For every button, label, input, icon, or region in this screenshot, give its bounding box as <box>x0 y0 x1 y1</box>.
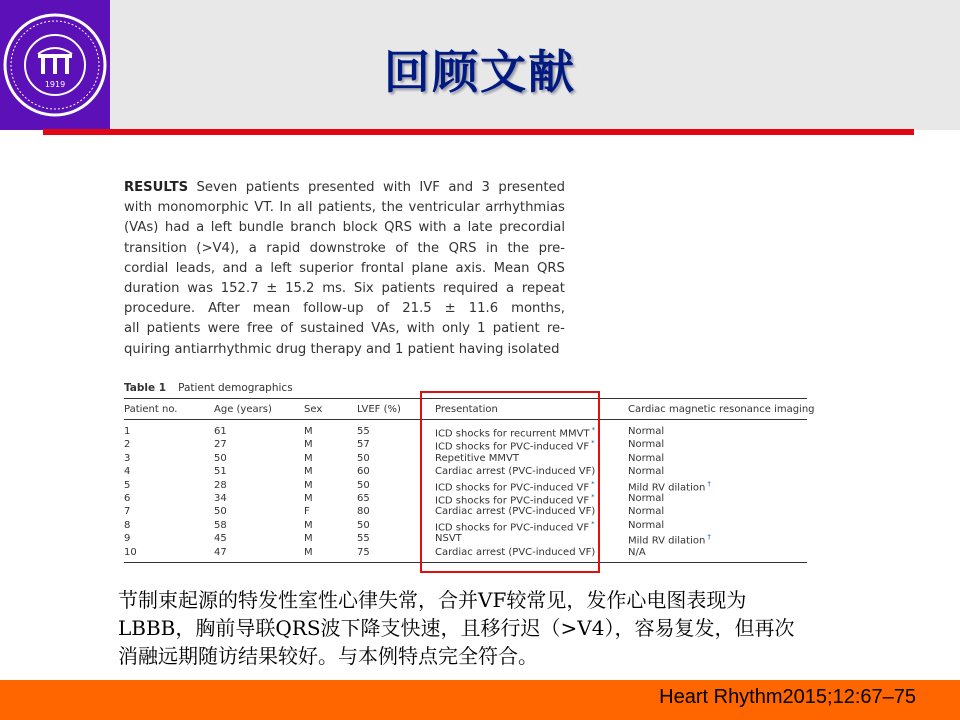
presentation-highlight-box <box>420 391 600 573</box>
table-cell <box>214 466 227 477</box>
cell-value: Mild RV dilation <box>628 481 706 493</box>
excerpt-word: (VAs) <box>124 220 159 236</box>
citation: Heart Rhythm2015;12:67–75 <box>659 686 916 708</box>
table-cell <box>214 493 227 504</box>
cell-value: N/A <box>628 546 646 558</box>
cell-value: 55 <box>357 426 370 437</box>
excerpt-word: required <box>443 281 499 297</box>
table-cell <box>214 439 227 450</box>
footnote-mark: * <box>591 519 595 528</box>
cell-value: 50 <box>357 479 370 491</box>
cell-value: ICD shocks for PVC-induced VF <box>435 522 590 534</box>
excerpt-word: ± <box>444 301 456 317</box>
results-heading: RESULTS <box>124 180 189 195</box>
table-cell <box>124 533 130 544</box>
excerpt-word: quiring antiarrhythmic drug therapy and 1 patient having isolated <box>124 341 560 357</box>
table-cell <box>124 520 130 531</box>
excerpt-word: ms. <box>322 281 347 297</box>
cell-value: M <box>304 426 313 437</box>
footnote-mark: * <box>591 493 595 501</box>
table-cell <box>304 466 313 477</box>
cell-value: 27 <box>214 439 227 451</box>
excerpt-word: were <box>207 321 240 337</box>
cell-value: Normal <box>628 452 665 464</box>
title-divider <box>43 129 914 135</box>
excerpt-word: In <box>279 200 292 216</box>
excerpt-line <box>124 279 565 299</box>
excerpt-line <box>124 198 565 218</box>
table-cell <box>357 453 370 464</box>
excerpt-word: the <box>381 200 404 216</box>
column-header: LVEF (%) <box>357 404 401 415</box>
excerpt-word: a <box>452 220 462 236</box>
table-cell <box>304 453 313 464</box>
excerpt-word: axis. <box>455 260 487 276</box>
cell-value: 5 <box>124 479 131 491</box>
excerpt-word: rapid <box>266 240 301 256</box>
excerpt-word: the <box>417 240 440 256</box>
excerpt-word: left <box>210 220 233 236</box>
excerpt-word: the <box>507 240 530 256</box>
cell-value: 45 <box>214 533 227 545</box>
excerpt-word: and <box>222 260 248 276</box>
table-cell <box>124 506 130 517</box>
excerpt-word: presented <box>307 180 375 195</box>
footnote-mark: † <box>707 479 711 488</box>
table-cell <box>357 426 370 437</box>
table-cell <box>124 426 130 437</box>
excerpt-word: QRS <box>448 240 477 256</box>
excerpt-word: a <box>254 260 263 276</box>
excerpt-word: patients, <box>317 200 376 216</box>
table-cell <box>304 480 313 491</box>
footnote-mark: † <box>707 533 711 542</box>
table-cell <box>304 439 313 450</box>
table-cell <box>214 480 227 491</box>
footnote-mark: * <box>591 479 595 488</box>
table-cell <box>214 547 227 558</box>
column-header: Cardiac magnetic resonance imaging <box>628 404 815 415</box>
cell-value: 6 <box>124 493 131 504</box>
table-cell <box>214 520 227 531</box>
excerpt-word: late <box>467 220 493 236</box>
excerpt-word: patients <box>381 281 436 297</box>
cell-value: Normal <box>628 466 665 478</box>
table-cell <box>628 439 664 450</box>
excerpt-word: branch <box>290 220 337 236</box>
cell-value: ICD shocks for PVC-induced VF <box>435 481 590 493</box>
excerpt-word: with <box>382 180 411 195</box>
cell-value: 2 <box>124 439 131 451</box>
cell-value: Normal <box>628 519 665 531</box>
excerpt-word: duration <box>124 281 180 297</box>
cell-value: 60 <box>357 466 370 478</box>
table-cell <box>214 533 227 544</box>
excerpt-word: Seven <box>196 180 238 195</box>
table-cell <box>124 453 130 464</box>
cell-value: 1 <box>124 426 131 437</box>
table-cell <box>628 453 664 464</box>
cell-value: NSVT <box>435 533 462 545</box>
cell-value: 80 <box>357 506 370 518</box>
cell-value: Mild RV dilation <box>628 535 706 547</box>
cell-value: M <box>304 519 313 531</box>
cell-value: 34 <box>214 493 227 504</box>
excerpt-word: arrhythmias <box>485 200 565 216</box>
excerpt-word: cordial <box>124 260 169 276</box>
excerpt-word: downstroke <box>309 240 386 256</box>
footnote-mark: * <box>591 439 595 448</box>
excerpt-line <box>124 319 565 339</box>
cell-value: Normal <box>628 506 665 518</box>
excerpt-word: of <box>376 301 390 317</box>
column-header: Sex <box>304 404 323 415</box>
university-seal-icon <box>2 12 108 118</box>
excerpt-word: After <box>208 301 240 317</box>
table-cell <box>628 480 711 493</box>
table-cell <box>357 439 370 450</box>
logo-year: 1919 <box>44 80 66 89</box>
excerpt-word: with <box>124 200 152 216</box>
excerpt-word: all <box>124 321 140 337</box>
excerpt-word: left <box>270 260 292 276</box>
cell-value: M <box>304 479 313 491</box>
cell-value: 51 <box>214 466 227 478</box>
cell-value: 47 <box>214 546 227 558</box>
excerpt-word: sustained <box>300 321 365 337</box>
table-cell <box>357 506 370 517</box>
table-cell <box>124 547 137 558</box>
excerpt-line <box>124 299 565 319</box>
table-cell <box>214 506 227 517</box>
excerpt-word: frontal <box>360 260 404 276</box>
excerpt-word: a <box>506 281 515 297</box>
excerpt-word: patients <box>146 321 201 337</box>
excerpt-word: leads, <box>175 260 216 276</box>
excerpt-word: procedure. <box>124 301 196 317</box>
cell-value: 55 <box>357 533 370 545</box>
cell-value: 10 <box>124 546 137 558</box>
university-logo <box>0 0 110 130</box>
cell-value: 3 <box>124 452 131 464</box>
table-cell <box>628 547 646 558</box>
cell-value: M <box>304 452 313 464</box>
excerpt-line <box>124 218 565 238</box>
excerpt-word: presented <box>498 180 565 195</box>
cell-value: M <box>304 533 313 545</box>
cell-value: M <box>304 439 313 451</box>
table-cell <box>214 426 227 437</box>
column-header: Presentation <box>435 404 498 415</box>
cell-value: F <box>304 506 310 518</box>
cell-value: M <box>304 493 313 504</box>
excerpt-word: pre- <box>538 240 565 256</box>
cell-value: Cardiac arrest (PVC-induced VF) <box>435 546 596 558</box>
excerpt-word: and <box>448 180 474 195</box>
table-cell <box>628 520 664 531</box>
excerpt-word: 11.6 <box>468 301 499 317</box>
cell-value: 50 <box>214 506 227 518</box>
excerpt-word: ± <box>266 281 278 297</box>
table-cell <box>628 426 664 437</box>
excerpt-word: a <box>248 240 257 256</box>
excerpt-word: re- <box>546 321 565 337</box>
cell-value: 4 <box>124 466 131 478</box>
excerpt-word: patients <box>245 180 300 195</box>
excerpt-word: mean <box>252 301 291 317</box>
excerpt-word: bundle <box>238 220 284 236</box>
excerpt-word: had <box>164 220 190 236</box>
table-cell <box>357 547 370 558</box>
table-cell <box>357 480 370 491</box>
excerpt-word: with <box>406 321 435 337</box>
table-label: Table 1 <box>124 382 167 394</box>
cell-value: Normal <box>628 426 665 437</box>
excerpt-word: months, <box>511 301 565 317</box>
table-cell <box>628 493 664 504</box>
cell-value: Normal <box>628 439 665 451</box>
excerpt-word: of <box>280 321 293 337</box>
excerpt-word: VT. <box>254 200 274 216</box>
cell-value: Cardiac arrest (PVC-induced VF) <box>435 466 596 478</box>
cell-value: 9 <box>124 533 131 545</box>
cell-value: Cardiac arrest (PVC-induced VF) <box>435 506 596 518</box>
excerpt-word: was <box>187 281 213 297</box>
excerpt-word: only <box>441 321 470 337</box>
excerpt-word: monomorphic <box>157 200 249 216</box>
cell-value: M <box>304 546 313 558</box>
excerpt-word: a <box>196 220 205 236</box>
excerpt-line <box>124 178 565 198</box>
results-excerpt <box>124 178 565 360</box>
cell-value: 50 <box>214 452 227 464</box>
table-cell <box>124 466 130 477</box>
cell-value: 57 <box>357 439 370 451</box>
excerpt-word: superior <box>299 260 354 276</box>
table-cell <box>304 520 313 531</box>
excerpt-word: patient <box>492 321 540 337</box>
table-cell <box>628 466 664 477</box>
excerpt-word: 1 <box>477 321 486 337</box>
excerpt-word: Mean <box>493 260 530 276</box>
table-cell <box>304 547 313 558</box>
excerpt-word: of <box>395 240 408 256</box>
table-cell <box>357 466 370 477</box>
excerpt-word: VAs, <box>371 321 400 337</box>
excerpt-word: block <box>342 220 378 236</box>
column-header: Patient no. <box>124 404 178 415</box>
cell-value: 58 <box>214 519 227 531</box>
table-caption <box>124 382 293 394</box>
cell-value: 65 <box>357 493 370 504</box>
excerpt-word: ventricular <box>408 200 480 216</box>
table-cell <box>304 506 310 517</box>
summary-line: LBBB，胸前导联QRS波下降支快速，且移行迟（>V4），容易复发，但再次 <box>118 616 795 640</box>
excerpt-word: IVF <box>419 180 440 195</box>
table-cell <box>304 426 313 437</box>
table-cell <box>628 533 711 546</box>
cell-value: ICD shocks for PVC-induced VF <box>435 495 590 507</box>
table-cell <box>628 506 664 517</box>
cell-value: ICD shocks for PVC-induced VF <box>435 441 590 453</box>
cell-value: Repetitive MMVT <box>435 452 520 464</box>
cell-value: 61 <box>214 426 227 437</box>
excerpt-word: follow-up <box>303 301 364 317</box>
excerpt-line <box>124 259 565 279</box>
table-cell <box>304 493 313 504</box>
excerpt-word: in <box>485 240 498 256</box>
table-cell <box>124 493 130 504</box>
summary-text <box>118 586 898 670</box>
cell-value: 50 <box>357 452 370 464</box>
slide-title: 回顾文献 <box>384 45 576 99</box>
table-cell <box>124 480 130 491</box>
excerpt-word: transition <box>124 240 187 256</box>
column-header: Age (years) <box>214 404 272 415</box>
table-cell <box>124 439 130 450</box>
excerpt-word: 15.2 <box>285 281 315 297</box>
excerpt-word: QRS <box>536 260 565 276</box>
table-cell <box>214 453 227 464</box>
excerpt-word: QRS <box>384 220 413 236</box>
cell-value: ICD shocks for recurrent MMVT <box>435 428 590 440</box>
excerpt-word: with <box>418 220 447 236</box>
table-cell <box>357 493 370 504</box>
cell-value: 28 <box>214 479 227 491</box>
summary-line: 节制束起源的特发性室性心律失常，合并VF较常见，发作心电图表现为 <box>118 588 747 612</box>
excerpt-word: 152.7 <box>220 281 259 297</box>
excerpt-word: 21.5 <box>402 301 432 317</box>
table-title: Patient demographics <box>178 382 293 394</box>
summary-line: 消融远期随访结果较好。与本例特点完全符合。 <box>118 644 538 668</box>
excerpt-word: Six <box>353 281 374 297</box>
excerpt-word: (>V4), <box>196 240 240 256</box>
excerpt-word: 3 <box>481 180 490 195</box>
footnote-mark: * <box>591 426 596 434</box>
excerpt-word: repeat <box>521 281 565 297</box>
table-cell <box>304 533 313 544</box>
cell-value: Normal <box>628 493 665 504</box>
cell-value: 7 <box>124 506 131 518</box>
excerpt-word: precordial <box>499 220 565 236</box>
cell-value: 8 <box>124 519 131 531</box>
cell-value: 50 <box>357 519 370 531</box>
table-cell <box>357 520 370 531</box>
cell-value: M <box>304 466 313 478</box>
excerpt-word: plane <box>411 260 449 276</box>
cell-value: 75 <box>357 546 370 558</box>
excerpt-word: all <box>297 200 313 216</box>
excerpt-word: free <box>247 321 274 337</box>
excerpt-line <box>124 340 565 360</box>
table-cell <box>357 533 370 544</box>
excerpt-line <box>124 239 565 259</box>
